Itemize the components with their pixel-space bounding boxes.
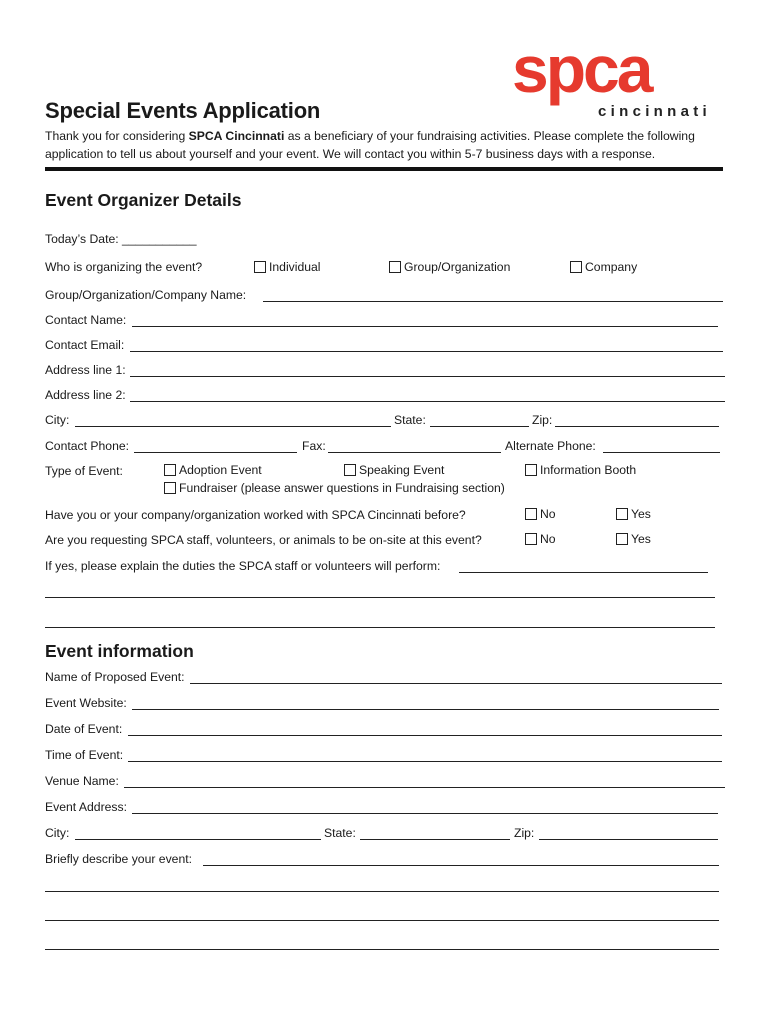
option-company[interactable]: Company [570,260,637,274]
event-website-label: Event Website: [45,696,127,710]
spca-logo-subtitle: cincinnati [598,103,712,120]
fax-input[interactable] [328,452,501,453]
org-name: SPCA Cincinnati [188,129,285,143]
type-adoption-event[interactable]: Adoption Event [164,463,262,477]
type-fundraiser[interactable]: Fundraiser (please answer questions in Fundraising section) [164,481,505,495]
type-speaking-event[interactable]: Speaking Event [344,463,444,477]
intro-line-1: Thank you for considering SPCA Cincinnati as a beneficiary of your fundraising activities. Please complete the following [45,129,695,143]
describe-event-line[interactable] [45,920,719,921]
checkbox[interactable] [164,464,176,476]
contact-phone-label: Contact Phone: [45,439,130,453]
contact-email-input[interactable] [130,351,723,352]
contact-phone-input[interactable] [134,452,297,453]
organizer-heading: Event Organizer Details [45,190,242,210]
explain-duties-line[interactable] [45,627,715,628]
describe-event-line[interactable] [45,949,719,950]
checkbox[interactable] [570,261,582,273]
worked-before-question: Have you or your company/organization worked with SPCA Cincinnati before? [45,508,466,522]
checkbox[interactable] [616,508,628,520]
checkbox[interactable] [525,533,537,545]
org-name-label: Group/Organization/Company Name: [45,288,247,302]
checkbox[interactable] [389,261,401,273]
event-state-input[interactable] [360,839,510,840]
alt-phone-label: Alternate Phone: [505,439,596,453]
page-title: Special Events Application [45,98,321,123]
checkbox[interactable] [254,261,266,273]
option-individual[interactable]: Individual [254,260,321,274]
event-address-label: Event Address: [45,800,127,814]
checkbox[interactable] [525,508,537,520]
explain-duties-label: If yes, please explain the duties the SPCA staff or volunteers will perform: [45,559,441,573]
type-of-event-label: Type of Event: [45,464,123,478]
option-group-organization[interactable]: Group/Organization [389,260,510,274]
onsite-no[interactable]: No [525,532,556,546]
event-website-input[interactable] [132,709,719,710]
city-label: City: [45,413,70,427]
onsite-question: Are you requesting SPCA staff, volunteers, or animals to be on-site at this event? [45,533,482,547]
intro-line-2: application to tell us about yourself and your event. We will contact you within 5-7 business days with a response. [45,147,656,161]
address1-input[interactable] [130,376,725,377]
event-date-input[interactable] [128,735,722,736]
explain-duties-input[interactable] [459,572,708,573]
venue-name-label: Venue Name: [45,774,119,788]
city-input[interactable] [75,426,391,427]
fax-label: Fax: [302,439,326,453]
event-info-heading: Event information [45,641,194,661]
worked-before-no[interactable]: No [525,507,556,521]
event-name-input[interactable] [190,683,722,684]
describe-event-label: Briefly describe your event: [45,852,192,866]
alt-phone-input[interactable] [603,452,720,453]
event-time-label: Time of Event: [45,748,124,762]
event-state-label: State: [324,826,356,840]
event-zip-input[interactable] [539,839,718,840]
onsite-yes[interactable]: Yes [616,532,651,546]
todays-date-field[interactable]: Today’s Date: ___________ [45,232,197,246]
checkbox[interactable] [344,464,356,476]
type-information-booth[interactable]: Information Booth [525,463,636,477]
checkbox[interactable] [525,464,537,476]
event-city-label: City: [45,826,70,840]
describe-event-line[interactable] [45,891,719,892]
state-input[interactable] [430,426,529,427]
event-time-input[interactable] [128,761,722,762]
state-label: State: [394,413,426,427]
checkbox[interactable] [616,533,628,545]
event-zip-label: Zip: [514,826,535,840]
address2-input[interactable] [130,401,725,402]
org-name-input[interactable] [263,301,723,302]
venue-name-input[interactable] [124,787,725,788]
event-date-label: Date of Event: [45,722,123,736]
who-organizing-label: Who is organizing the event? [45,260,203,274]
contact-name-input[interactable] [132,326,718,327]
explain-duties-line[interactable] [45,597,715,598]
contact-name-label: Contact Name: [45,313,127,327]
zip-label: Zip: [532,413,553,427]
zip-input[interactable] [555,426,719,427]
checkbox[interactable] [164,482,176,494]
address1-label: Address line 1: [45,363,126,377]
describe-event-input[interactable] [203,865,719,866]
contact-email-label: Contact Email: [45,338,125,352]
section-divider [45,167,723,171]
address2-label: Address line 2: [45,388,126,402]
spca-logo: spca [512,32,651,106]
worked-before-yes[interactable]: Yes [616,507,651,521]
event-city-input[interactable] [75,839,321,840]
event-address-input[interactable] [132,813,718,814]
event-name-label: Name of Proposed Event: [45,670,185,684]
